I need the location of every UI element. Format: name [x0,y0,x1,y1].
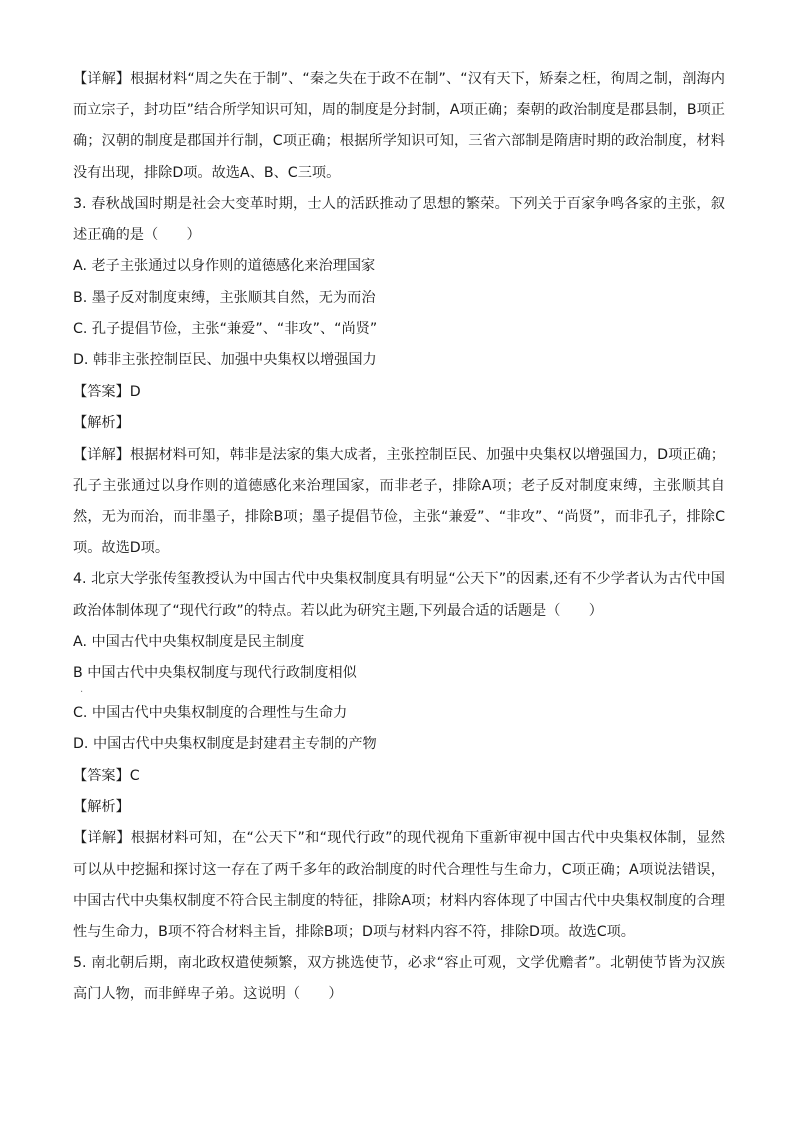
q2-detail: 【详解】根据材料“周之失在于制”、“秦之失在于政不在制”、“汉有天下，矫秦之枉，徇周之制，剖海内而立宗子，封功臣”结合所学知识可知，周的制度是分封制，A项正确；秦朝的政治制度是郡县制，B项正确；汉朝的制度是郡国并行制，C项正确；根据所学知识可知，三省六部制是隋唐时期的政治制度，材料没有出现，排除D项。故选A、B、C三项。 [73,71,725,181]
q5-stem: 5. 南北朝后期，南北政权遣使频繁，双方挑选使节，必求“容止可观，文学优赡者”。北朝使节皆为汉族高门人物，而非鲜卑子弟。这说明（ ） [73,955,725,1003]
q4-option-d: D. 中国古代中央集权制度是封建君主专制的产物 [73,736,377,753]
q3-detail: 【详解】根据材料可知，韩非是法家的集大成者，主张控制臣民、加强中央集权以增强国力，D项正确；孔子主张通过以身作则的道德感化来治理国家，而非老子，排除A项；老子反对制度束缚，主张顺其自然，无为而治，而非墨子，排除B项；墨子提倡节俭，主张“兼爱”、“非攻”、“尚贤”，而非孔子，排除C项。故选D项。 [73,446,725,557]
document-content [73,64,725,1011]
q4-answer: 【答案】C [73,767,140,784]
q4-detail: 【详解】根据材料可知，在“公天下”和“现代行政”的现代视角下重新审视中国古代中央集权体制，显然可以从中挖掘和探讨这一存在了两千多年的政治制度的时代合理性与生命力，C项正确；A项说法错误，中国古代中央集权制度不符合民主制度的特征，排除A项；材料内容体现了中国古代中央集权制度的合理性与生命力，B项不符合材料主旨，排除B项；D项与材料内容不符，排除D项。故选C项。 [73,830,725,940]
q4-option-b: B 中国古代中央集权制度与现代行政制度相似 [73,665,357,682]
q4-analysis-label: 【解析】 [73,798,130,815]
q3-option-d: D. 韩非主张控制臣民、加强中央集权以增强国力 [73,352,377,369]
q3-option-c: C. 孔子提倡节俭，主张“兼爱”、“非攻”、“尚贤” [73,321,378,338]
q3-stem: 3. 春秋战国时期是社会大变革时期，士人的活跃推动了思想的繁荣。下列关于百家争鸣各家的主张，叙述正确的是（ ） [73,195,725,244]
q4-stray-mark-row [73,683,725,698]
q4-stem: 4. 北京大学张传玺教授认为中国古代中央集权制度具有明显“公天下”的因素,还有不少学者认为古代中国政治体制体现了“现代行政”的特点。若以此为研究主题,下列最合适的话题是（ ） [73,571,725,619]
q3-analysis-label: 【解析】 [73,415,130,432]
q4-option-a: A. 中国古代中央集权制度是民主制度 [73,633,305,650]
q3-option-a: A. 老子主张通过以身作则的道德感化来治理国家 [73,258,376,275]
q3-option-b: B. 墨子反对制度束缚，主张顺其自然，无为而治 [73,289,376,306]
q4-stray-mark: . [80,683,84,695]
q3-answer: 【答案】D [73,383,141,400]
q4-option-c: C. 中国古代中央集权制度的合理性与生命力 [73,704,348,721]
